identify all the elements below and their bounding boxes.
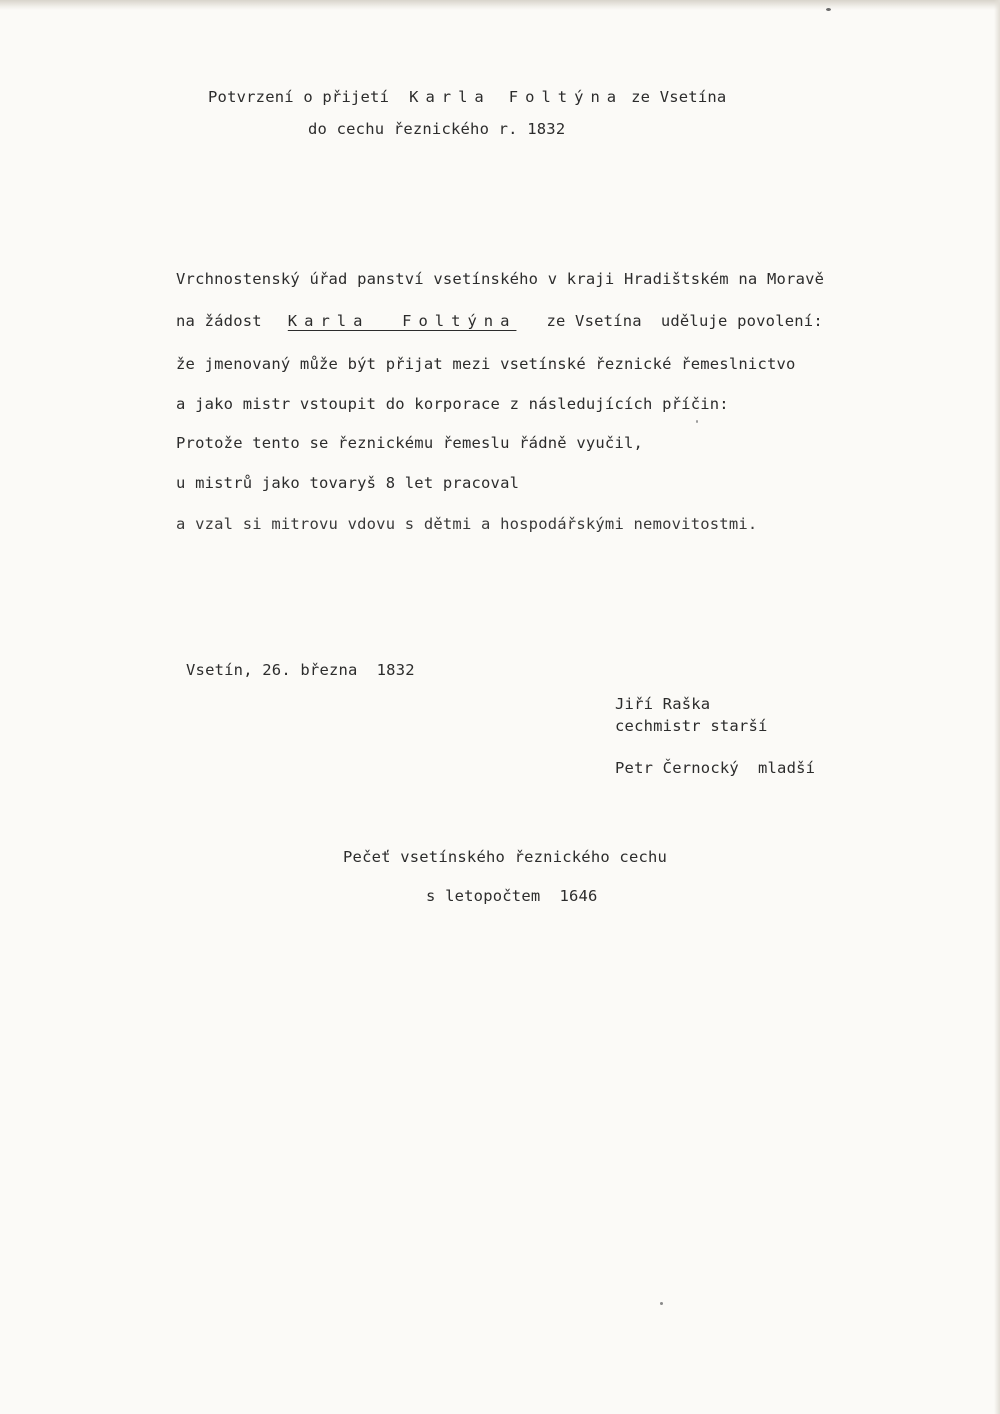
heading-line-2: do cechu řeznického r. 1832 bbox=[308, 120, 566, 138]
body-line-6: u mistrů jako tovaryš 8 let pracoval bbox=[176, 474, 520, 492]
signature-1-title: cechmistr starší bbox=[615, 717, 768, 735]
signature-1-name: Jiří Raška bbox=[615, 695, 711, 713]
body-line-2-name: Karla Foltýna bbox=[287, 312, 517, 330]
heading-name-first: Karla bbox=[409, 88, 491, 106]
signature-2: Petr Černocký mladší bbox=[615, 759, 816, 777]
heading-prefix: Potvrzení o přijetí bbox=[208, 88, 390, 106]
heading-suffix: ze Vsetína bbox=[631, 88, 727, 106]
body-line-5: Protože tento se řeznickému řemeslu řádně vyučil, bbox=[176, 434, 644, 452]
paper-right-edge bbox=[994, 0, 1000, 1414]
body-line-2 bbox=[176, 314, 823, 330]
date-line: Vsetín, 26. března 1832 bbox=[186, 661, 415, 679]
paper-speck bbox=[826, 8, 831, 11]
body-line-1: Vrchnostenský úřad panství vsetínského v kraji Hradištském na Moravě bbox=[176, 270, 825, 288]
seal-line-1: Pečeť vsetínského řeznického cechu bbox=[343, 848, 668, 866]
seal-line-2: s letopočtem 1646 bbox=[426, 887, 598, 905]
heading-name-last: Foltýna bbox=[508, 88, 624, 106]
body-line-4: a jako mistr vstoupit do korporace z následujících příčin: bbox=[176, 395, 729, 413]
body-line-2-suffix: ze Vsetína uděluje povolení: bbox=[546, 312, 823, 330]
heading-line-1 bbox=[208, 90, 726, 106]
body-line-3: že jmenovaný může být přijat mezi vsetínské řeznické řemeslnictvo bbox=[176, 355, 796, 373]
body-line-7: a vzal si mitrovu vdovu s dětmi a hospodářskými nemovitostmi. bbox=[176, 515, 758, 533]
paper-top-edge bbox=[0, 0, 1000, 10]
paper-speck bbox=[696, 420, 698, 423]
paper-speck bbox=[660, 1302, 663, 1305]
body-line-2-prefix: na žádost bbox=[176, 312, 262, 330]
